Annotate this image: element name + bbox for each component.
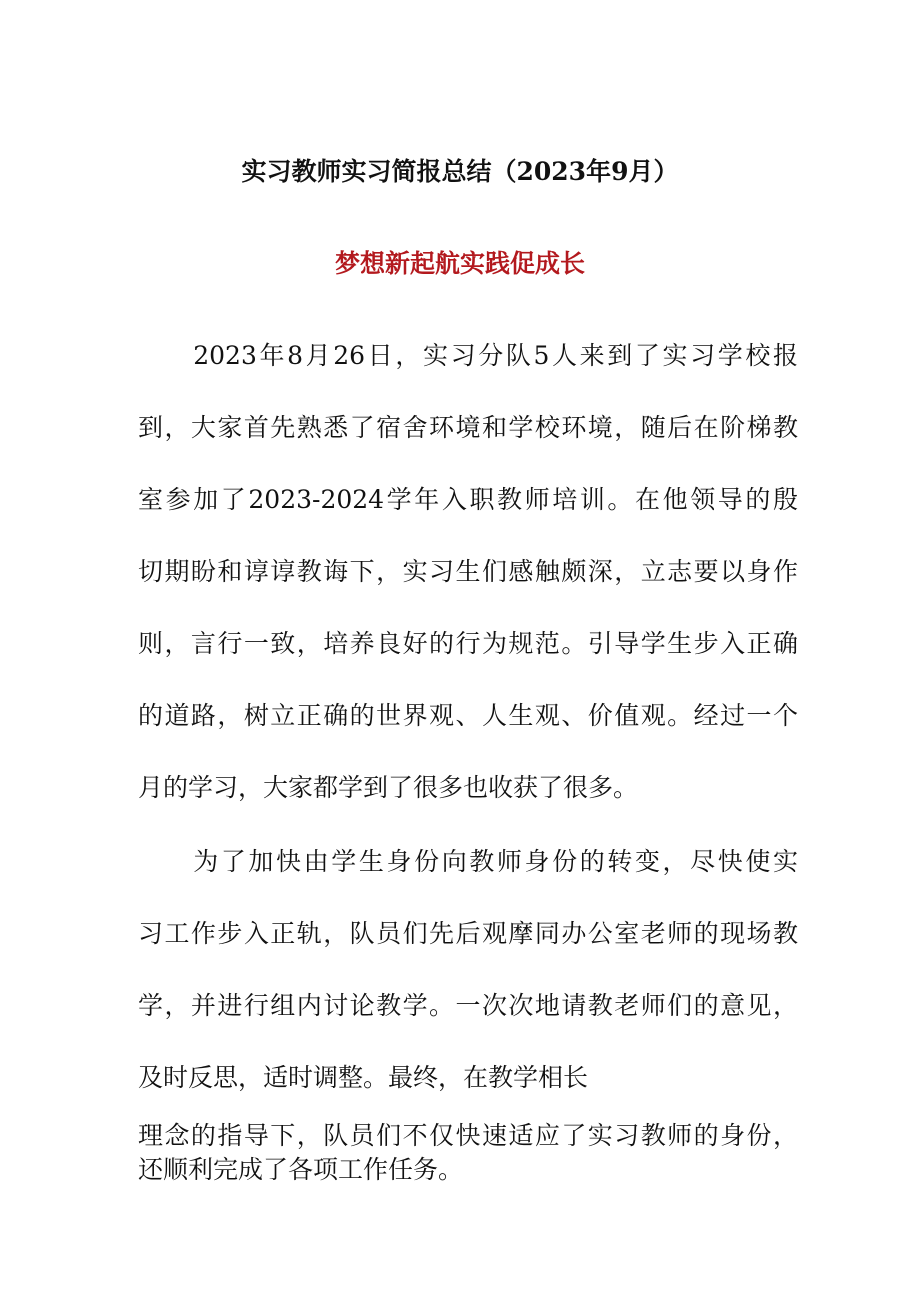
paragraph-line: 则，言行一致，培养良好的行为规范。引导学生步入正确 xyxy=(138,629,798,658)
paragraph-line: 理念的指导下，队员们不仅快速适应了实习教师的身份， xyxy=(138,1121,798,1150)
document-subtitle: 梦想新起航实践促成长 xyxy=(334,249,585,278)
paragraph-line: 室参加了2023-2024学年入职教师培训。在他领导的殷 xyxy=(138,485,798,514)
paragraph-line: 的道路，树立正确的世界观、人生观、价值观。经过一个 xyxy=(138,701,798,730)
paragraph-line: 学，并进行组内讨论教学。一次次地请教老师们的意见， xyxy=(138,991,798,1020)
paragraph-line: 月的学习，大家都学到了很多也收获了很多。 xyxy=(138,773,639,802)
paragraph-line: 及时反思，适时调整。最终，在教学相长 xyxy=(138,1063,589,1092)
paragraph-line: 还顺利完成了各项工作任务。 xyxy=(138,1155,464,1184)
paragraph-line: 为了加快由学生身份向教师身份的转变，尽快使实 xyxy=(138,847,798,876)
document-title: 实习教师实习简报总结（2023年9月） xyxy=(241,157,679,186)
paragraph-line: 习工作步入正轨，队员们先后观摩同办公室老师的现场教 xyxy=(138,919,798,948)
paragraph-line: 2023年8月26日，实习分队5人来到了实习学校报 xyxy=(138,341,798,370)
paragraph-line: 到，大家首先熟悉了宿舍环境和学校环境，随后在阶梯教 xyxy=(138,413,798,442)
paragraph-line: 切期盼和谆谆教诲下，实习生们感触颇深，立志要以身作 xyxy=(138,557,798,586)
